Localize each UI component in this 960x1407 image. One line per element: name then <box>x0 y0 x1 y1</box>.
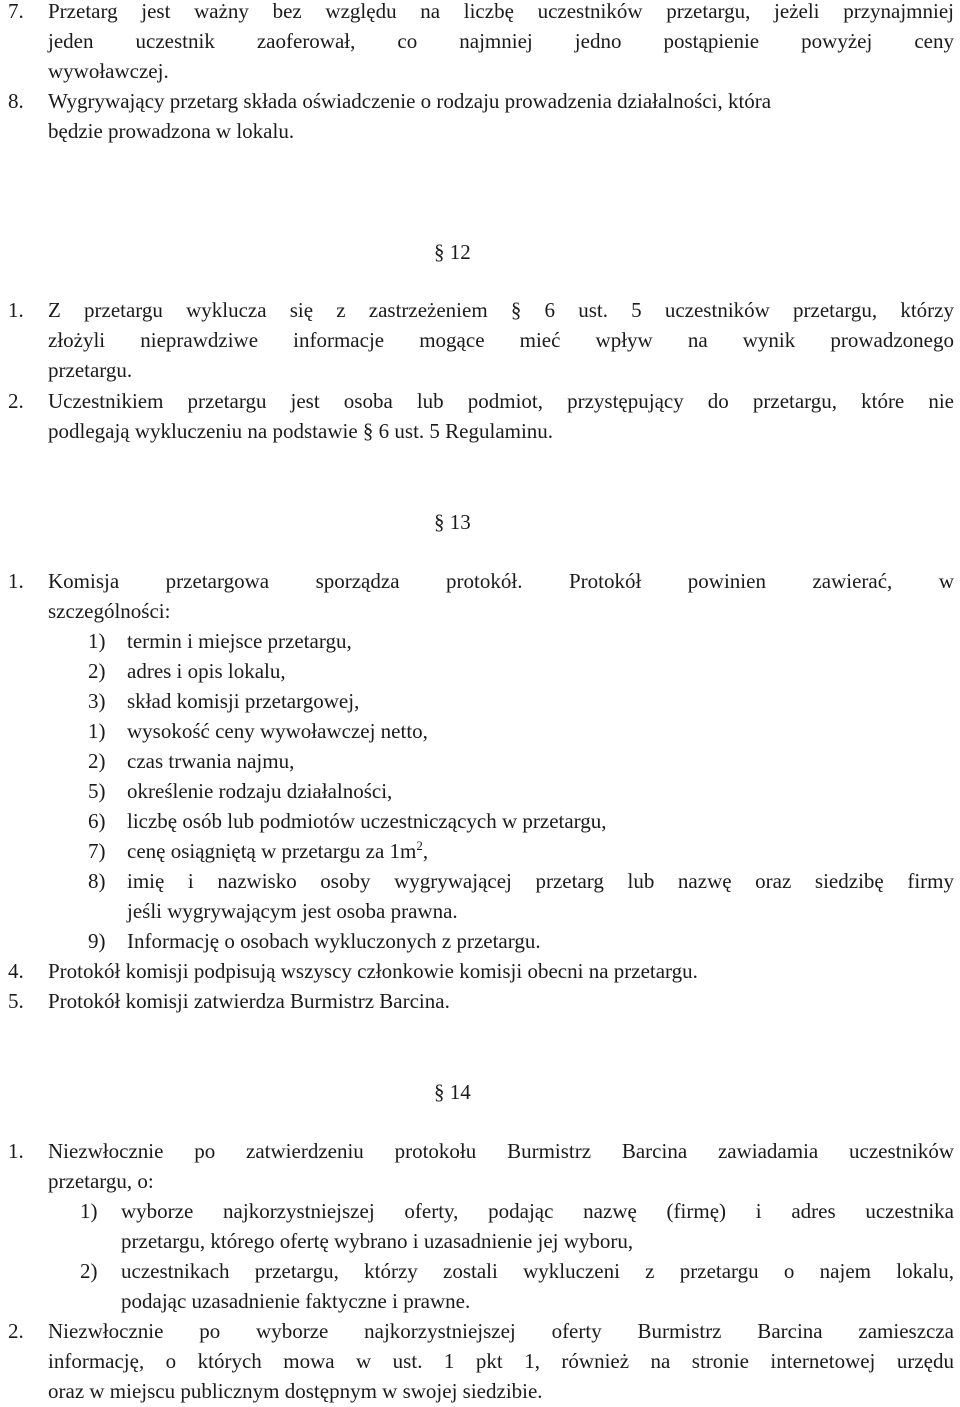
text-line: oraz w miejscu publicznym dostępnym w swojej siedzibie. <box>48 1379 543 1403</box>
list-number: 5) <box>88 779 106 803</box>
list-number: 2) <box>80 1259 98 1283</box>
paragraph-number: 2. <box>8 389 24 413</box>
list-text-tail: , <box>422 839 429 863</box>
section-heading-12: § 12 <box>434 240 471 264</box>
list-number: 1) <box>80 1199 98 1223</box>
list-number: 7) <box>88 839 106 863</box>
list-text: termin i miejsce przetargu, <box>127 629 352 653</box>
paragraph-number: 2. <box>8 1319 24 1343</box>
list-text: liczbę osób lub podmiotów uczestniczących w przetargu, <box>127 809 607 833</box>
text-line: jeden uczestnik zaoferował, co najmniej jedno postąpienie powyżej ceny <box>48 29 954 53</box>
list-text <box>127 836 428 866</box>
text-line: Uczestnikiem przetargu jest osoba lub podmiot, przystępujący do przetargu, które nie <box>48 389 954 413</box>
text-line: informację, o których mowa w ust. 1 pkt 1, również na stronie internetowej urzędu <box>48 1349 954 1373</box>
list-number: 1) <box>88 629 106 653</box>
paragraph-number: 1. <box>8 1139 24 1163</box>
paragraph-number: 1. <box>8 298 24 322</box>
list-number: 9) <box>88 929 106 953</box>
list-number: 2) <box>88 659 106 683</box>
list-text: określenie rodzaju działalności, <box>127 779 393 803</box>
text-line: uczestnikach przetargu, którzy zostali wykluczeni z przetargu o najem lokalu, <box>121 1259 954 1283</box>
paragraph-number: 5. <box>8 989 24 1013</box>
list-number: 8) <box>88 869 106 893</box>
list-text-main: cenę osiągniętą w przetargu za 1m <box>127 839 417 863</box>
section-heading-14: § 14 <box>434 1080 471 1104</box>
text-line: jeśli wygrywającym jest osoba prawna. <box>127 899 458 923</box>
text-line: podlegają wykluczeniu na podstawie § 6 ust. 5 Regulaminu. <box>48 419 554 443</box>
text-line: podając uzasadnienie faktyczne i prawne. <box>121 1289 471 1313</box>
text-line: wyborze najkorzystniejszej oferty, podając nazwę (firmę) i adres uczestnika <box>121 1199 954 1223</box>
text-line: Protokół komisji podpisują wszyscy członkowie komisji obecni na przetargu. <box>48 959 698 983</box>
text-line: złożyli nieprawdziwe informacje mogące mieć wpływ na wynik prowadzonego <box>48 328 954 352</box>
list-number: 3) <box>88 689 106 713</box>
list-text: czas trwania najmu, <box>127 749 295 773</box>
text-line: Niezwłocznie po zatwierdzeniu protokołu Burmistrz Barcina zawiadamia uczestników <box>48 1139 954 1163</box>
text-line: przetargu, którego ofertę wybrano i uzasadnienie jej wyboru, <box>121 1229 634 1253</box>
superscript: 2 <box>416 838 423 853</box>
list-text: adres i opis lokalu, <box>127 659 286 683</box>
paragraph-number: 8. <box>8 89 24 113</box>
text-line: Wygrywający przetarg składa oświadczenie o rodzaju prowadzenia działalności, która <box>48 89 772 113</box>
text-line: Protokół komisji zatwierdza Burmistrz Barcina. <box>48 989 450 1013</box>
section-heading-13: § 13 <box>434 510 471 534</box>
list-number: 6) <box>88 809 106 833</box>
paragraph-number: 1. <box>8 569 24 593</box>
text-line: wywoławczej. <box>48 59 169 83</box>
text-line: przetargu. <box>48 358 133 382</box>
text-line: Niezwłocznie po wyborze najkorzystniejszej oferty Burmistrz Barcina zamieszcza <box>48 1319 954 1343</box>
text-line: przetargu, o: <box>48 1169 154 1193</box>
paragraph-number: 7. <box>8 0 24 23</box>
paragraph-number: 4. <box>8 959 24 983</box>
text-line: Z przetargu wyklucza się z zastrzeżeniem § 6 ust. 5 uczestników przetargu, którzy <box>48 298 954 322</box>
text-line: szczególności: <box>48 599 171 623</box>
list-number: 2) <box>88 749 106 773</box>
text-line: będzie prowadzona w lokalu. <box>48 119 295 143</box>
list-text: wysokość ceny wywoławczej netto, <box>127 719 428 743</box>
text-line: Komisja przetargowa sporządza protokół. Protokół powinien zawierać, w <box>48 569 954 593</box>
list-number: 1) <box>88 719 106 743</box>
list-text: skład komisji przetargowej, <box>127 689 360 713</box>
text-line: Przetarg jest ważny bez względu na liczbę uczestników przetargu, jeżeli przynajmniej <box>48 0 954 23</box>
text-line: imię i nazwisko osoby wygrywającej przetarg lub nazwę oraz siedzibę firmy <box>127 869 954 893</box>
list-text: Informację o osobach wykluczonych z przetargu. <box>127 929 541 953</box>
